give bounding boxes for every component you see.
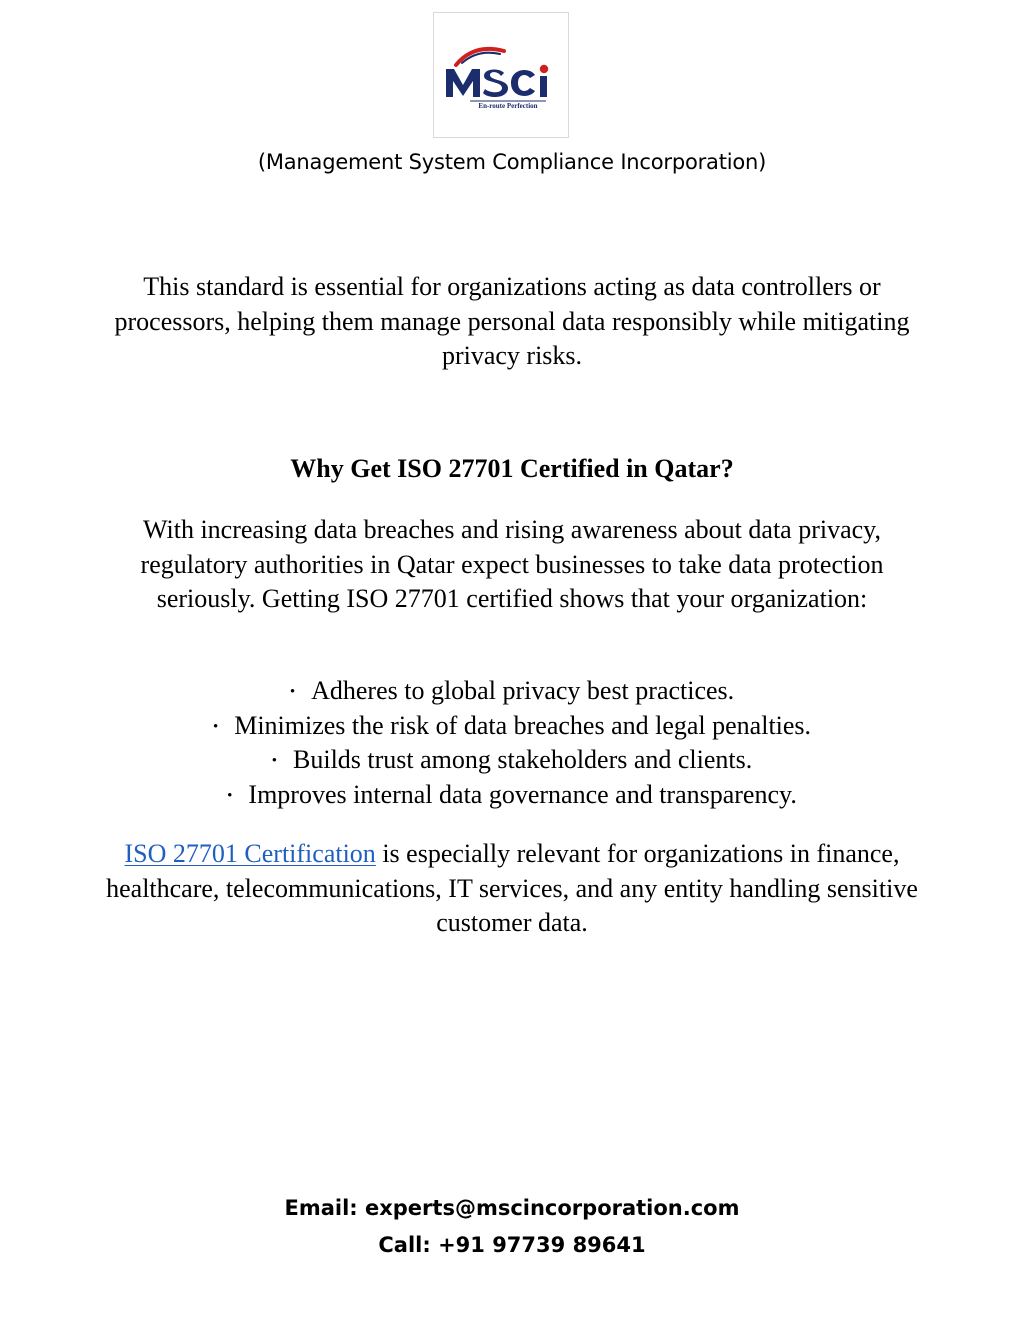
- closing-paragraph: [100, 837, 924, 941]
- list-item-text: Improves internal data governance and transparency.: [248, 779, 797, 809]
- list-item-text: Adheres to global privacy best practices.: [311, 676, 735, 705]
- closing-text: is especially relevant for organizations in finance, healthcare, telecommunications, IT services, and any entity handling sensitive customer data.: [106, 839, 918, 937]
- benefits-list: [0, 674, 1024, 812]
- list-item-text: Minimizes the risk of data breaches and legal penalties.: [234, 710, 812, 740]
- bullet-icon: •: [289, 684, 296, 700]
- list-item: [0, 743, 1024, 778]
- list-item: [0, 778, 1024, 813]
- contact-email: Email: experts@mscincorporation.com: [284, 1196, 740, 1220]
- bullet-icon: •: [227, 787, 233, 804]
- bullet-icon: •: [271, 753, 277, 769]
- bullet-icon: •: [212, 718, 219, 735]
- msci-logo: [434, 13, 570, 139]
- list-item-text: Builds trust among stakeholders and clients.: [293, 745, 753, 774]
- iso-27701-certification-link[interactable]: ISO 27701 Certification: [124, 839, 376, 868]
- contact-phone: Call: +91 97739 89641: [378, 1233, 646, 1257]
- why-paragraph: With increasing data breaches and rising awareness about data privacy, regulatory authorities in Qatar expect businesses to take data protection seriously. Getting ISO 27701 certified shows that your organization:: [140, 515, 884, 613]
- list-item: [0, 674, 1024, 709]
- logo-frame: [433, 12, 569, 138]
- organization-name: (Management System Compliance Incorporation): [257, 150, 767, 174]
- list-item: [0, 709, 1024, 744]
- intro-paragraph: This standard is essential for organizations acting as data controllers or processors, helping them manage personal data responsibly while mitigating privacy risks.: [114, 272, 910, 370]
- logo-tagline: En-route Perfection: [478, 102, 538, 110]
- section-heading: Why Get ISO 27701 Certified in Qatar?: [290, 454, 734, 483]
